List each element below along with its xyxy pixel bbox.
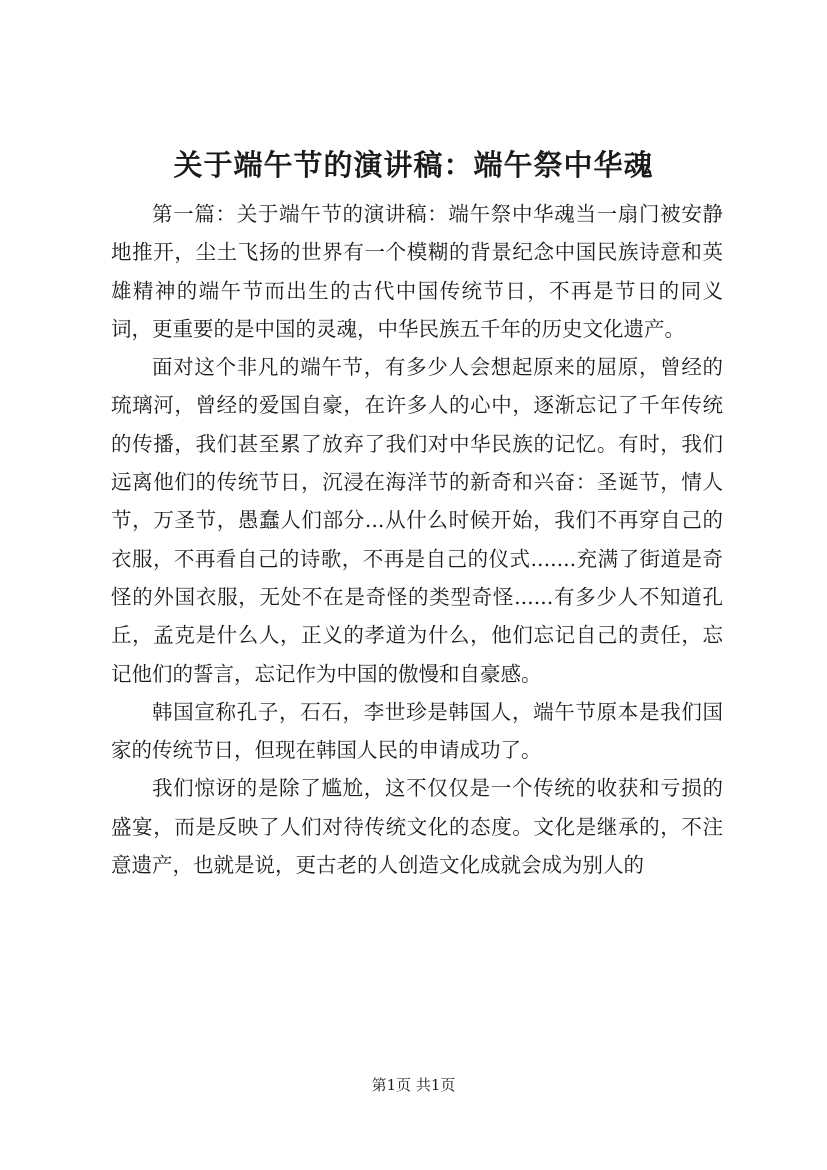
document-body [111, 195, 723, 884]
paragraph: 第一篇：关于端午节的演讲稿：端午祭中华魂当一扇门被安静地推开，尘土飞扬的世界有一个模糊的背景纪念中国民族诗意和英雄精神的端午节而出生的古代中国传统节日，不再是节日的同义词，更重要的是中国的灵魂，中华民族五千年的历史文化遗产。 [111, 202, 723, 341]
paragraph: 面对这个非凡的端午节，有多少人会想起原来的屈原，曾经的琉璃河，曾经的爱国自豪，在许多人的心中，逐渐忘记了千年传统的传播，我们甚至累了放弃了我们对中华民族的记忆。有时，我们远离他们的传统节日，沉浸在海洋节的新奇和兴奋：圣诞节，情人节，万圣节，愚蠢人们部分...从什么时候开始，我们不再穿自己的衣服，不再看自己的诗歌，不再是自己的仪式.......充满了街道是奇怪的外国衣服，无处不在是奇怪的类型奇怪......有多少人不知道孔丘，孟克是什么人，正义的孝道为什么，他们忘记自己的责任，忘记他们的誓言，忘记作为中国的傲慢和自豪感。 [111, 355, 723, 686]
document-title: 关于端午节的演讲稿：端午祭中华魂 [173, 148, 654, 182]
paragraph: 韩国宣称孔子，石石，李世珍是韩国人，端午节原本是我们国家的传统节日，但现在韩国人民的申请成功了。 [111, 699, 723, 763]
page-footer: 第1页 共1页 [371, 1076, 456, 1094]
paragraph: 我们惊讶的是除了尴尬，这不仅仅是一个传统的收获和亏损的盛宴，而是反映了人们对待传统文化的态度。文化是继承的，不注意遗产，也就是说，更古老的人创造文化成就会成为别人的 [111, 776, 723, 878]
